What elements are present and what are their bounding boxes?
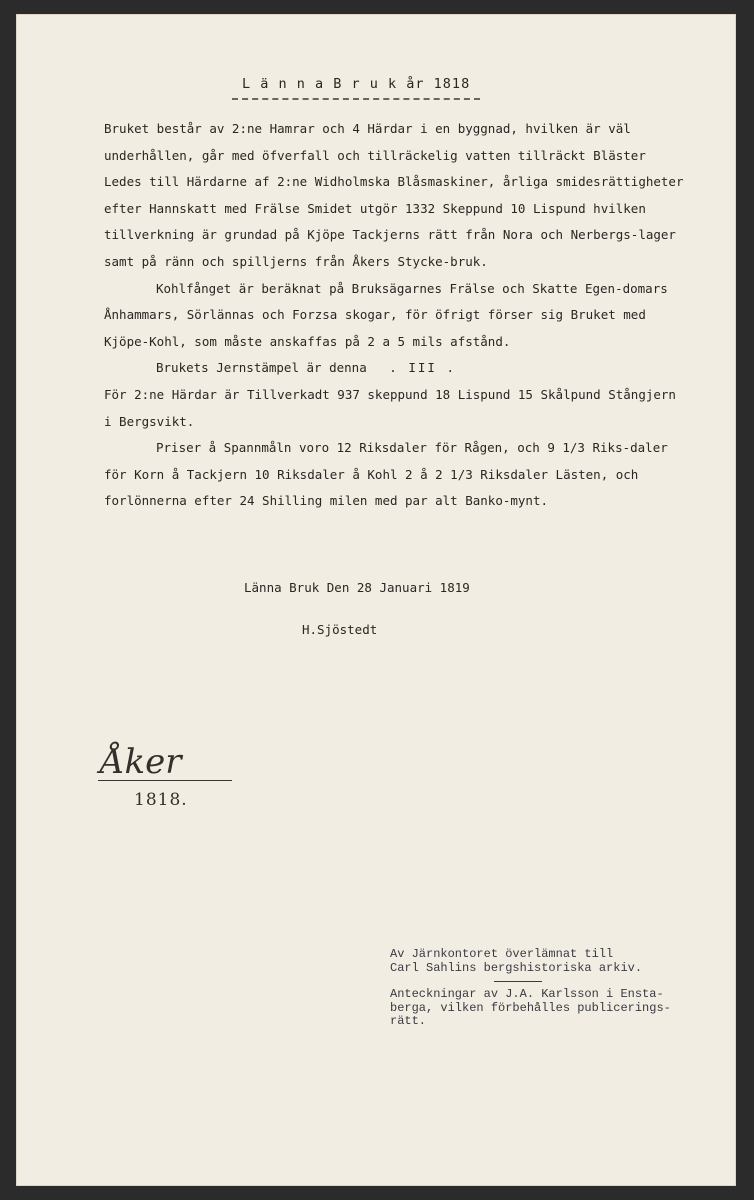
handwritten-name: Åker — [100, 742, 182, 782]
paragraph-bruket: Bruket består av 2:ne Hamrar och 4 Härdar i en byggnad, hvilken är väl underhållen, går med öfverfall och tillräckelig vatten tillräckt Bläster Ledes till Härdarne af 2:ne Widholmska Blåsmaskiner, årliga smidesrättigheter efter Hannskatt med Frälse Smidet utgör 1332 Skeppund 10 Lispund hvilken tillverkning är grundad på Kjöpe Tackjerns rätt från Nora och Nerbergs-lager samt på ränn och spilljerns från Åkers Stycke-bruk. — [104, 121, 684, 269]
typed-signature: H.Sjöstedt — [302, 622, 378, 637]
note-divider — [494, 981, 542, 982]
handwritten-year: 1818. — [134, 790, 188, 810]
note-line: Carl Sahlins bergshistoriska arkiv. — [390, 960, 643, 975]
jernstampel-text: Brukets Jernstämpel är denna — [156, 360, 367, 376]
paragraph-jernstampel — [104, 355, 684, 382]
jernstampel-mark: . III . — [389, 360, 456, 376]
note-line: Anteckningar av J.A. Karlsson i Ensta- — [390, 987, 664, 1001]
note-line: Av Järnkontoret överlämnat till — [390, 947, 614, 961]
document-title: L ä n n a B r u k år 1818 — [242, 76, 471, 92]
paragraph-hardar: För 2:ne Härdar är Tillverkadt 937 skeppund 18 Lispund 15 Skålpund Stångjern i Bergsvikt. — [104, 386, 676, 429]
paragraph-priser: Priser å Spannmåln voro 12 Riksdaler för Rågen, och 9 1/3 Riks-daler för Korn å Tackjern 10 Riksdaler å Kohl 2 å 2 1/3 Riksdaler Lästen, och forlönnerna efter 24 Shilling milen med par alt Banko-mynt. — [104, 440, 668, 509]
note-line: berga, vilken förbehålles publicerings- — [390, 1000, 671, 1015]
place-and-date: Länna Bruk Den 28 Januari 1819 — [244, 580, 470, 595]
archive-note — [390, 948, 720, 1029]
note-line: rätt. — [390, 1014, 427, 1028]
title-underline — [232, 98, 480, 100]
paragraph-kohlfanget: Kohlfånget är beräknat på Bruksägarnes Frälse och Skatte Egen-domars Ånhammars, Sörlännas och Forzsa skogar, för öfrigt förser sig Bruket med Kjöpe-Kohl, som måste anskaffas på 2 a 5 mils afstånd. — [104, 280, 668, 349]
document-body — [104, 116, 684, 515]
handwritten-underline — [98, 780, 232, 781]
